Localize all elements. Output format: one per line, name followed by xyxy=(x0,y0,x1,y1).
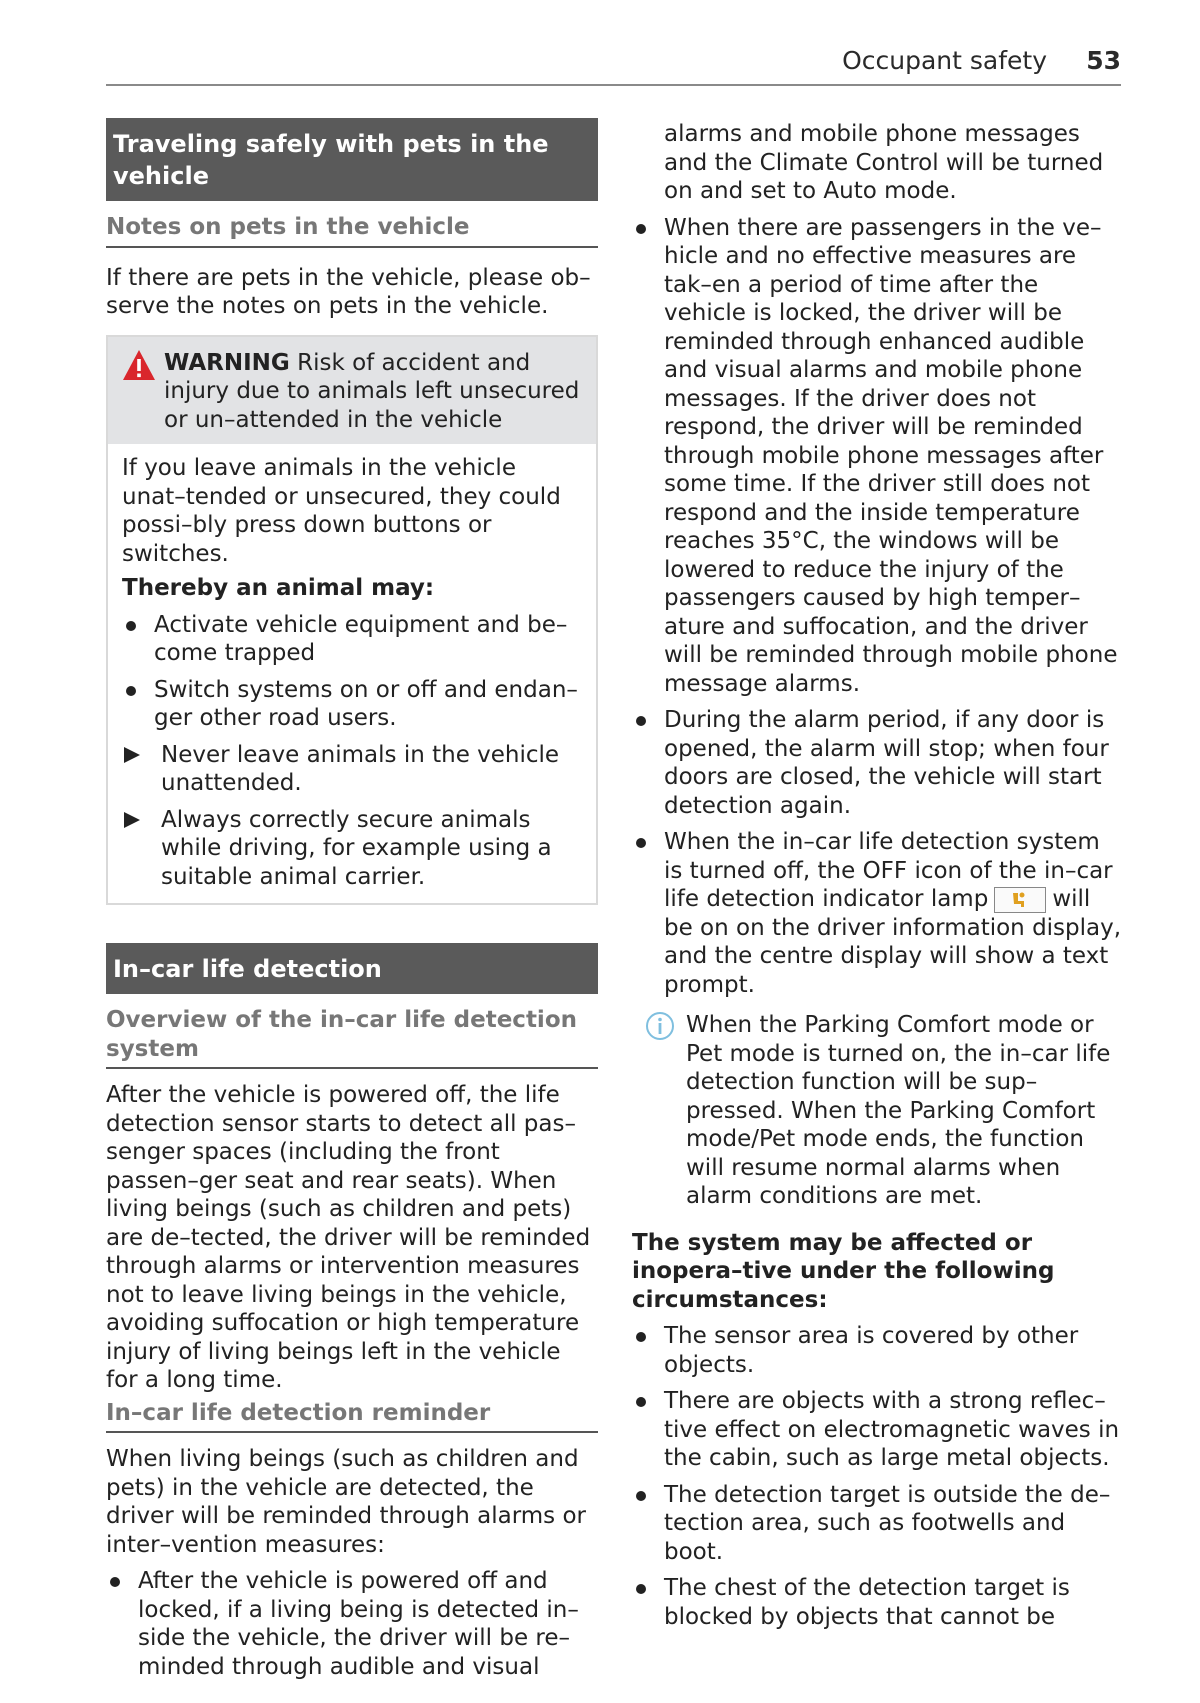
arrow-right-icon xyxy=(124,747,140,763)
list-item xyxy=(122,806,584,892)
action-text: Never leave animals in the vehicle unattended. xyxy=(161,741,560,796)
life-detection-section-title: In–car life detection xyxy=(106,943,598,994)
warning-lead: Thereby an animal may: xyxy=(122,575,435,601)
warning-box xyxy=(106,335,598,906)
list-item: There are objects with a strong reflec–tive effect on electromagnetic waves in the cabin, such as large metal objects. xyxy=(632,1387,1122,1473)
list-item: After the vehicle is powered off and locked, if a living being is detected in–side the vehicle, the driver will be re–minded through audible and visual xyxy=(106,1567,598,1681)
list-item: During the alarm period, if any door is opened, the alarm will stop; when four doors are closed, the vehicle will start detection again. xyxy=(632,706,1122,820)
reminder-bullet-list xyxy=(106,1567,598,1681)
pets-section-title: Traveling safely with pets in the vehicle xyxy=(106,118,598,201)
affected-list xyxy=(632,1322,1122,1631)
list-item: The sensor area is covered by other objects. xyxy=(632,1322,1122,1379)
off-text-post: will be on on the driver information display, and the centre display will show a text prompt. xyxy=(664,886,1122,998)
arrow-right-icon xyxy=(124,812,140,828)
warning-header xyxy=(108,337,596,445)
right-bullet-list xyxy=(632,214,1122,1000)
warning-bullet-list xyxy=(122,611,584,733)
left-column xyxy=(106,118,598,1681)
life-detection-subheading: Overview of the in–car life detection system xyxy=(106,1006,598,1069)
section-title: Occupant safety xyxy=(842,46,1047,75)
right-column xyxy=(632,120,1122,1631)
list-item xyxy=(122,741,584,798)
list-item xyxy=(632,828,1122,999)
warning-action-list xyxy=(122,741,584,892)
reminder-paragraph: When living beings (such as children and pets) in the vehicle are detected, the driver will be reminded through alarms or inter–vention measures: xyxy=(106,1446,587,1558)
list-item: The chest of the detection target is blocked by objects that cannot be xyxy=(632,1574,1122,1631)
info-icon xyxy=(645,1011,675,1041)
page-header xyxy=(106,44,1121,86)
list-item: Activate vehicle equipment and be–come trapped xyxy=(122,611,584,668)
warning-body xyxy=(108,444,596,903)
info-note xyxy=(632,1011,1122,1211)
warning-triangle-icon xyxy=(122,349,156,381)
life-detection-paragraph: After the vehicle is powered off, the life detection sensor starts to detect all pas–senger spaces (including the front passen–ger seat and rear seats). When living beings (such as children and pets) are de–tected, the driver will be reminded through alarms or intervention measures not to leave living beings in the vehicle, avoiding suffocation or high temperature injury of living beings left in the vehicle for a long time. xyxy=(106,1082,591,1393)
life-detection-lamp-icon xyxy=(994,887,1046,913)
list-item: Switch systems on or off and endan–ger other road users. xyxy=(122,676,584,733)
reminder-subheading: In–car life detection reminder xyxy=(106,1399,598,1434)
off-text-pre: When the in–car life detection system is turned off, the OFF icon of the in–car life detection indicator lamp xyxy=(664,829,1113,912)
list-item: When there are passengers in the ve–hicle and no effective measures are tak–en a period of time after the vehicle is locked, the driver will be reminded through enhanced audible and visual alarms and mobile phone messages. If the driver does not respond, the driver will be reminded through mobile phone messages after some time. If the driver still does not respond and the inside temperature reaches 35°C, the windows will be lowered to reduce the injury of the passengers caused by high temper–ature and suffocation, and the driver will be reminded through mobile phone message alarms. xyxy=(632,214,1122,699)
pets-paragraph: If there are pets in the vehicle, please ob–serve the notes on pets in the vehicle. xyxy=(106,264,591,319)
warning-text: Risk of accident and injury due to animals left unsecured or un–attended in the vehicle xyxy=(164,349,580,433)
affected-heading: The system may be affected or inopera–tive under the following circumstances: xyxy=(632,1229,1055,1313)
continuation-text: alarms and mobile phone messages and the Climate Control will be turned on and set to Auto mode. xyxy=(664,121,1104,204)
warning-body-text: If you leave animals in the vehicle unat–tended or unsecured, they could possi–bly press down buttons or switches. xyxy=(122,455,561,567)
page-number: 53 xyxy=(1086,46,1121,75)
pets-subheading: Notes on pets in the vehicle xyxy=(106,213,598,248)
list-item: The detection target is outside the de–tection area, such as footwells and boot. xyxy=(632,1481,1122,1567)
warning-label: WARNING xyxy=(164,349,290,376)
info-text: When the Parking Comfort mode or Pet mode is turned on, the in–car life detection function will be sup–pressed. When the Parking Comfort mode/Pet mode ends, the function will resume normal alarms when alarm conditions are met. xyxy=(686,1012,1111,1209)
action-text: Always correctly secure animals while driving, for example using a suitable animal carrier. xyxy=(161,806,552,890)
